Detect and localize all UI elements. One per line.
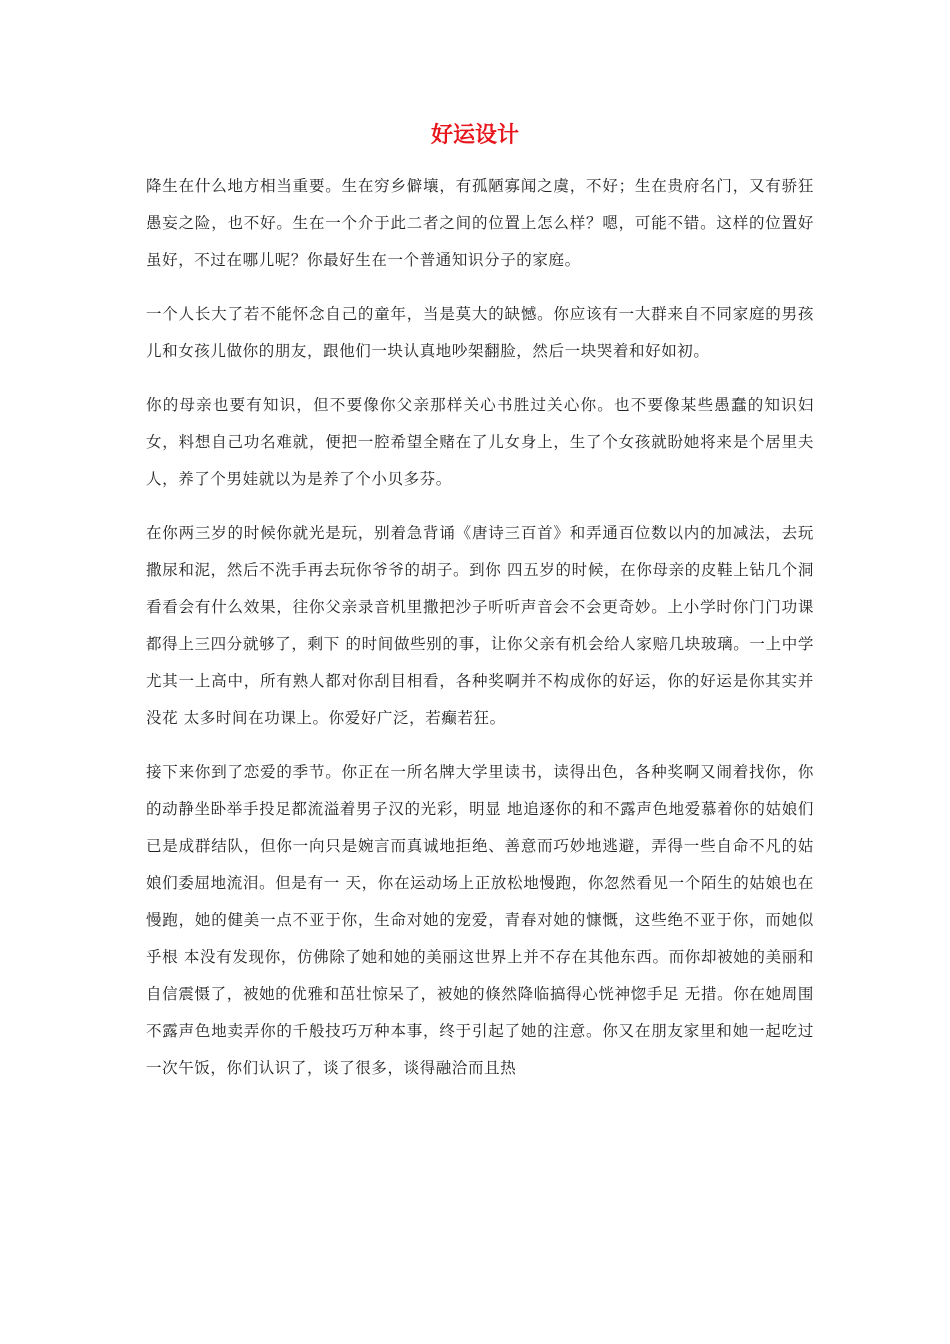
paragraph-4: 在你两三岁的时候你就光是玩，别着急背诵《唐诗三百首》和弄通百位数以内的加减法，去玩撒尿和泥，然后不洗手再去玩你爷爷的胡子。到你 四五岁的时候，在你母亲的皮鞋上钻几个洞看看会有什么效果，往你父亲录音机里撒把沙子听听声音会不会更奇妙。上小学时你门门功课都得上三四分就够了，剩下 的时间做些别的事，让你父亲有机会给人家赔几块玻璃。一上中学尤其一上高中，所有熟人都对你刮目相看，各种奖啊并不构成你的好运，你的好运是你其实并没花 太多时间在功课上。你爱好广泛，若癫若狂。 [146, 524, 814, 727]
document-body [146, 168, 814, 1087]
paragraph-5: 接下来你到了恋爱的季节。你正在一所名牌大学里读书，读得出色，各种奖啊又闹着找你，你的动静坐卧举手投足都流溢着男子汉的光彩，明显 地追逐你的和不露声色地爱慕着你的姑娘们已是成群结队，但你一向只是婉言而真诚地拒绝、善意而巧妙地逃避，弄得一些自命不凡的姑娘们委屈地流泪。但是有一 天，你在运动场上正放松地慢跑，你忽然看见一个陌生的姑娘也在慢跑，她的健美一点不亚于你，生命对她的宠爱，青春对她的慷慨，这些绝不亚于你，而她似乎根 本没有发现你，仿佛除了她和她的美丽这世界上并不存在其他东西。而你却被她的美丽和自信震慑了，被她的优雅和茁壮惊呆了，被她的倏然降临搞得心恍神惚手足 无措。你在她周围不露声色地卖弄你的千般技巧万种本事，终于引起了她的注意。你又在朋友家里和她一起吃过一次午饭，你们认识了，谈了很多，谈得融洽而且热 [146, 763, 814, 1077]
paragraph-2: 一个人长大了若不能怀念自己的童年，当是莫大的缺憾。你应该有一大群来自不同家庭的男孩儿和女孩儿做你的朋友，跟他们一块认真地吵架翻脸，然后一块哭着和好如初。 [146, 305, 814, 360]
paragraph-1: 降生在什么地方相当重要。生在穷乡僻壤，有孤陋寡闻之虞，不好；生在贵府名门，又有骄狂愚妄之险，也不好。生在一个介于此二者之间的位置上怎么样？嗯，可能不错。这样的位置好虽好，不过在哪儿呢？你最好生在一个普通知识分子的家庭。 [146, 177, 814, 269]
paragraph-3: 你的母亲也要有知识，但不要像你父亲那样关心书胜过关心你。也不要像某些愚蠢的知识妇女，料想自己功名难就，便把一腔希望全赌在了儿女身上，生了个女孩就盼她将来是个居里夫人，养了个男娃就以为是养了个小贝多芬。 [146, 396, 814, 488]
document-title: 好运设计 [430, 123, 519, 148]
